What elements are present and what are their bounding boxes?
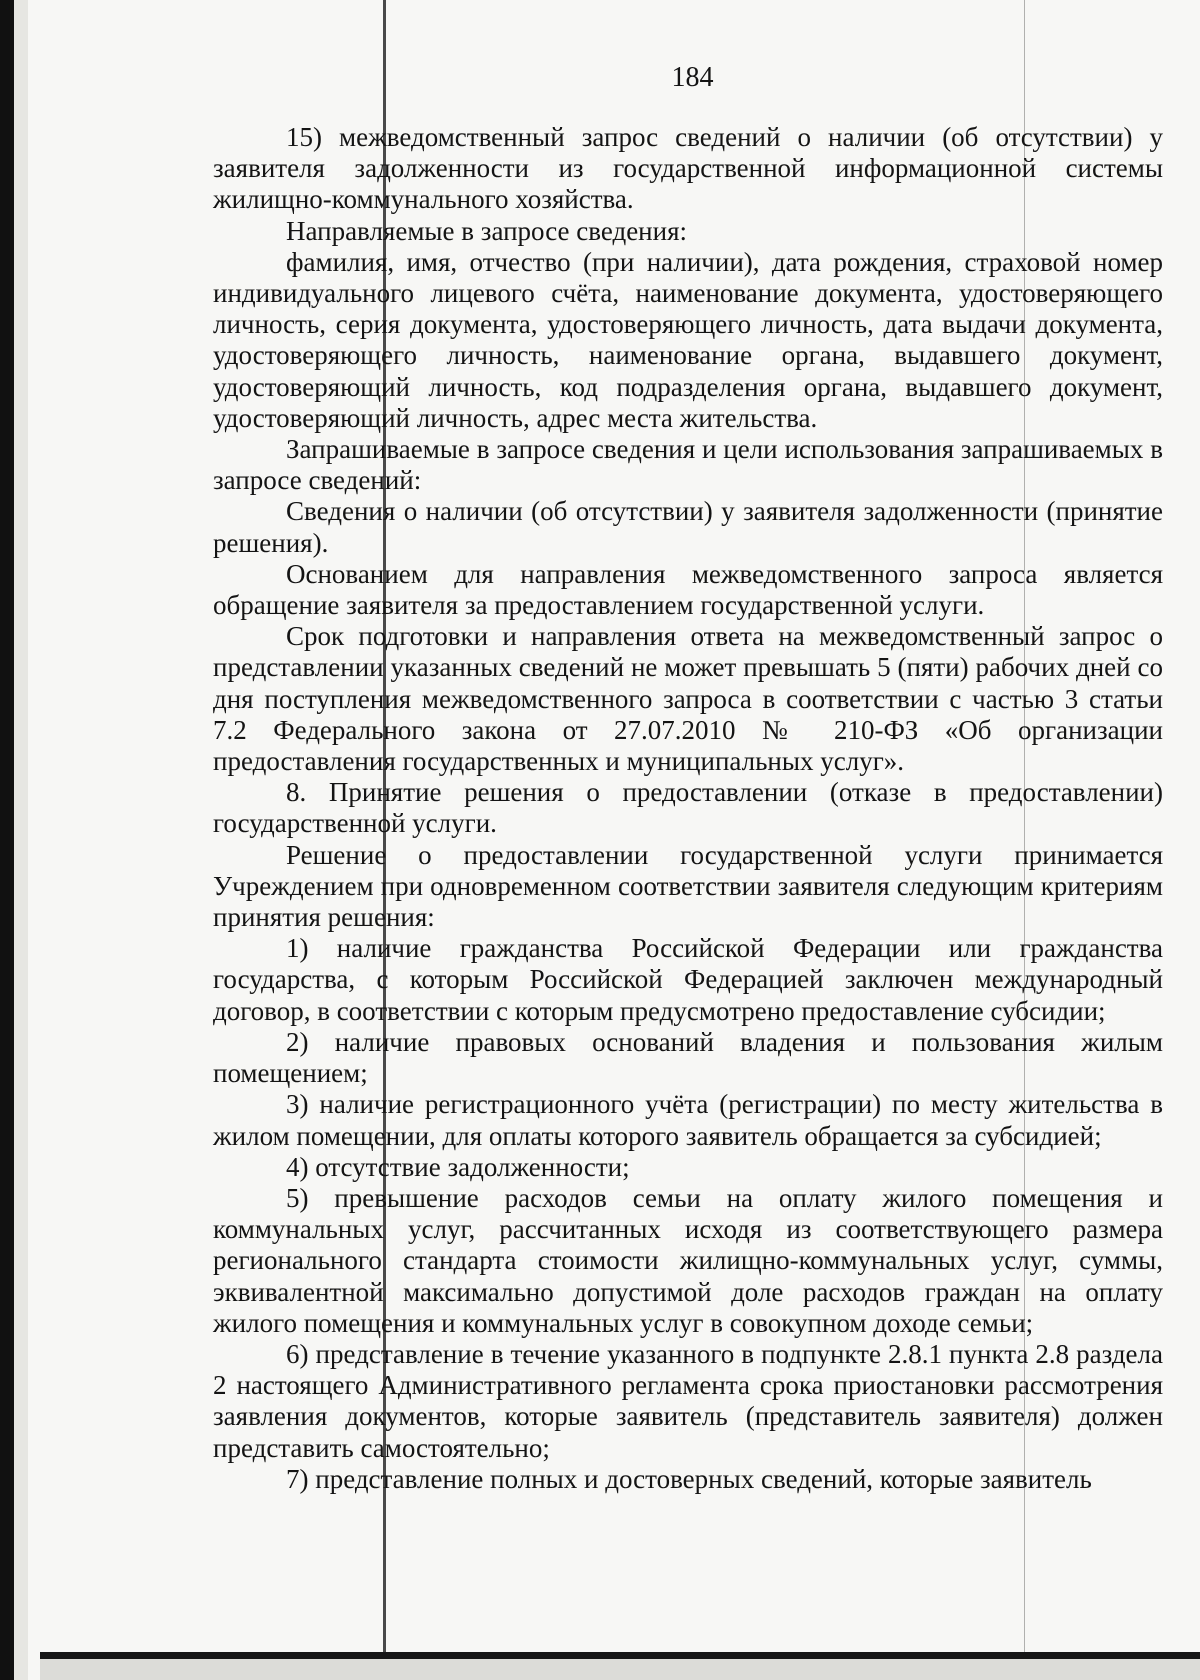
paragraph: Срок подготовки и направления ответа на межведомственный запрос о представлении указанных сведений не может превышать 5 (пяти) рабочих дней со дня поступления межведомственного запроса в соответствии с частью 3 статьи 7.2 Федерального закона от 27.07.2010 № 210-ФЗ «Об организации предоставления государственных и муниципальных услуг». (213, 621, 1163, 777)
paragraph: 8. Принятие решения о предоставлении (отказе в предоставлении) государственной услуги. (213, 777, 1163, 839)
page-number: 184 (671, 62, 714, 93)
scan-left-edge (0, 0, 28, 1680)
paragraph: 7) представление полных и достоверных сведений, которые заявитель (286, 1463, 1092, 1494)
paragraph: Решение о предоставлении государственной услуги принимается Учреждением при одновременном соответствии заявителя следующим критериям принятия решения: (213, 839, 1163, 933)
paragraph: 5) превышение расходов семьи на оплату жилого помещения и коммунальных услуг, рассчитанных исходя из соответствующего размера регионального стандарта стоимости жилищно-коммунальных услуг, суммы, эквивалентной максимально допустимой доле расходов граждан на оплату жилого помещения и коммунальных услуг в совокупном доходе семьи; (213, 1182, 1163, 1338)
paragraph: 1) наличие гражданства Российской Федерации или гражданства государства, с которым Российской Федерацией заключен международный договор, в соответствии с которым предусмотрено предоставление субсидии; (213, 933, 1163, 1026)
scan-bottom-edge (40, 1652, 1200, 1659)
paragraph: Запрашиваемые в запросе сведения и цели использования запрашиваемых в запросе сведений: (213, 434, 1163, 496)
paragraph: 3) наличие регистрационного учёта (регистрации) по месту жительства в жилом помещении, для оплаты которого заявитель обращается за субсидией; (213, 1089, 1163, 1151)
paragraph: 6) представление в течение указанного в подпункте 2.8.1 пункта 2.8 раздела 2 настоящего Административного регламента срока приостановки рассмотрения заявления документов, которые заявитель (представитель заявителя) должен представить самостоятельно; (213, 1338, 1163, 1463)
scan-bottom-margin (40, 1659, 1200, 1680)
paragraph: фамилия, имя, отчество (при наличии), дата рождения, страховой номер индивидуального лицевого счёта, наименование документа, удостоверяющего личность, серия документа, удостоверяющего личность, дата выдачи документа, удостоверяющего личность, наименование органа, выдавшего документ, удостоверяющий личность, код подразделения органа, выдавшего документ, удостоверяющий личность, адрес места жительства. (213, 246, 1163, 433)
paragraph: 2) наличие правовых оснований владения и пользования жилым помещением; (213, 1026, 1163, 1089)
paragraph: 4) отсутствие задолженности; (286, 1151, 630, 1182)
paragraph: Сведения о наличии (об отсутствии) у заявителя задолженности (принятие решения). (213, 496, 1163, 558)
paragraph: Основанием для направления межведомственного запроса является обращение заявителя за предоставлением государственной услуги. (213, 558, 1163, 621)
paragraph: Направляемые в запросе сведения: (286, 215, 687, 246)
paragraph: 15) межведомственный запрос сведений о наличии (об отсутствии) у заявителя задолженности из государственной информационной системы жилищно-коммунального хозяйства. (213, 122, 1163, 215)
document-body (213, 122, 1163, 1495)
